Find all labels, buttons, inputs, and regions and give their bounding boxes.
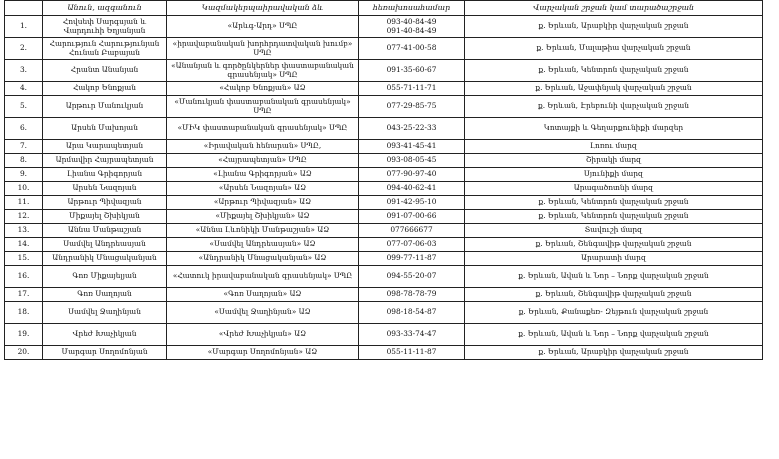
row-number: 16. xyxy=(5,266,43,288)
row-number: 1. xyxy=(5,16,43,38)
table-row xyxy=(5,118,763,140)
region: ք. Երևան, Արաբկիր վարչական շրջան xyxy=(465,16,763,38)
row-number: 6. xyxy=(5,118,43,140)
organization-form: «իրավաբանական խորհրդատվական խումբ» ՍՊԸ xyxy=(167,38,359,60)
person-name: Արսեն Նազոյան xyxy=(43,182,167,196)
table-row xyxy=(5,96,763,118)
phone-cell xyxy=(359,266,465,288)
phone-number: 093-33-74-47 xyxy=(386,329,437,339)
region: ք. Երևան, Կենտրոն վարչական շրջան xyxy=(465,60,763,82)
table-header-row xyxy=(5,1,763,16)
row-number: 5. xyxy=(5,96,43,118)
person-name: Արմավիր Հայրապետյան xyxy=(43,154,167,168)
region: Արագածոտնի մարզ xyxy=(465,182,763,196)
table-row xyxy=(5,182,763,196)
person-name: Աննա Մանթաշյան xyxy=(43,224,167,238)
phone-cell xyxy=(359,288,465,302)
table-row xyxy=(5,140,763,154)
organization-form: «Սամվել Ջաղինյան» ԱՁ xyxy=(167,302,359,324)
phone-number: 093-41-45-41 xyxy=(386,141,437,151)
phone-number: 077-90-97-40 xyxy=(386,169,437,179)
organization-form: «Արսեն Նազոյան» ԱՁ xyxy=(167,182,359,196)
phone-number: 099-77-11-87 xyxy=(386,253,437,263)
person-name: Արսեն Մախոյան xyxy=(43,118,167,140)
phone-number: 098-18-54-87 xyxy=(386,307,437,317)
header-phone: հեռախոսահամար xyxy=(359,1,465,16)
table-row xyxy=(5,168,763,182)
organization-form: «Հակոբ Ենոքյան» ԱՁ xyxy=(167,82,359,96)
phone-number: 091-07-00-66 xyxy=(386,211,437,221)
table-row xyxy=(5,16,763,38)
person-name: Արթուր Մանուկյան xyxy=(43,96,167,118)
table-row xyxy=(5,224,763,238)
region: ք. Երևան, Շենգավիթ վարչական շրջան xyxy=(465,238,763,252)
phone-cell xyxy=(359,16,465,38)
region: Սյունիքի մարզ xyxy=(465,168,763,182)
table-row xyxy=(5,82,763,96)
row-number: 18. xyxy=(5,302,43,324)
row-number: 14. xyxy=(5,238,43,252)
phone-cell xyxy=(359,154,465,168)
table-row xyxy=(5,252,763,266)
table-row xyxy=(5,154,763,168)
row-number: 11. xyxy=(5,196,43,210)
phone-number: 094-40-62-41 xyxy=(386,183,437,193)
organization-form: «Հայրապետյան» ՍՊԸ xyxy=(167,154,359,168)
person-name: Լիանա Գրիգորյան xyxy=(43,168,167,182)
organization-form: «Արևգ-Արդ» ՍՊԸ xyxy=(167,16,359,38)
region: ք. Երևան, Աջափնյակ վարչական շրջան xyxy=(465,82,763,96)
row-number: 15. xyxy=(5,252,43,266)
phone-cell xyxy=(359,224,465,238)
organization-form: «Գոռ Սաղոյան» ԱՁ xyxy=(167,288,359,302)
table-row xyxy=(5,324,763,346)
phone-cell xyxy=(359,252,465,266)
row-number: 7. xyxy=(5,140,43,154)
table-row xyxy=(5,302,763,324)
region: ք. Երևան, Կենտրոն վարչական շրջան xyxy=(465,196,763,210)
organization-form: «Անդրանիկ Մնացականյան» ԱՁ xyxy=(167,252,359,266)
phone-number: 091-40-84-49 xyxy=(386,25,437,35)
organization-form: «Անանյան և գործընկերներ փաստաբանական գրասենյակ» ՍՊԸ xyxy=(167,60,359,82)
phone-number: 093-08-05-45 xyxy=(386,155,437,165)
person-name: Գոռ Միքայելյան xyxy=(43,266,167,288)
phone-cell xyxy=(359,38,465,60)
phone-number: 077666677 xyxy=(390,225,433,235)
phone-cell xyxy=(359,82,465,96)
region: ք. Երևան, Շենգավիթ վարչական շրջան xyxy=(465,288,763,302)
person-name: Արա Կարապետյան xyxy=(43,140,167,154)
person-name: Անդրանիկ Մնացականյան xyxy=(43,252,167,266)
phone-cell xyxy=(359,238,465,252)
phone-cell xyxy=(359,210,465,224)
table-row xyxy=(5,60,763,82)
person-name: Միքայել Շխիկյան xyxy=(43,210,167,224)
phone-number: 055-71-11-71 xyxy=(386,83,437,93)
phone-cell xyxy=(359,182,465,196)
table-row xyxy=(5,288,763,302)
header-name: Անուն, ազգանուն xyxy=(43,1,167,16)
table-row xyxy=(5,238,763,252)
organization-form: «Սամվել Անդրեասյան» ԱՁ xyxy=(167,238,359,252)
row-number: 19. xyxy=(5,324,43,346)
organization-form: «Լիանա Գրիգորյան» ԱՁ xyxy=(167,168,359,182)
row-number: 10. xyxy=(5,182,43,196)
region: ք. Երևան, Ավան և Նոր – Նորք վարչական շրջան xyxy=(465,266,763,288)
phone-number: 077-07-06-03 xyxy=(386,239,437,249)
phone-cell xyxy=(359,196,465,210)
organization-form: «Մանուկյան փաստաբանական գրասենյակ» ՍՊԸ xyxy=(167,96,359,118)
phone-number: 098-78-78-79 xyxy=(386,289,437,299)
phone-number: 043-25-22-33 xyxy=(386,123,437,133)
region: Արարատի մարզ xyxy=(465,252,763,266)
phone-number: 077-41-00-58 xyxy=(386,43,437,53)
region: Շիրակի մարզ xyxy=(465,154,763,168)
table-row xyxy=(5,266,763,288)
person-name: Գոռ Սաղոյան xyxy=(43,288,167,302)
phone-number: 055-11-11-87 xyxy=(386,347,437,357)
row-number: 3. xyxy=(5,60,43,82)
region: Կոտայքի և Գեղարքունիքի մարզեր xyxy=(465,118,763,140)
phone-cell xyxy=(359,346,465,360)
phone-cell xyxy=(359,324,465,346)
organization-form: «Վրեժ Խաչիկյան» ԱՁ xyxy=(167,324,359,346)
organization-form: «Արթուր Պիվազյան» ԱՁ xyxy=(167,196,359,210)
person-name: Հարություն Հարությունյան Հունան Բաբայան xyxy=(43,38,167,60)
person-name: Հակոբ Ենոքյան xyxy=(43,82,167,96)
phone-cell xyxy=(359,96,465,118)
table-row xyxy=(5,346,763,360)
phone-number: 091-42-95-10 xyxy=(386,197,437,207)
organization-form: «Միքայել Շխիկյան» ԱՁ xyxy=(167,210,359,224)
phone-number: 091-35-60-67 xyxy=(386,65,437,75)
organization-form: «Աննա Լևոնիկի Մանթաշյան» ԱՁ xyxy=(167,224,359,238)
phone-number: 077-29-85-75 xyxy=(386,101,437,111)
row-number: 2. xyxy=(5,38,43,60)
header-number xyxy=(5,1,43,16)
person-name: Սամվել Անդրեասյան xyxy=(43,238,167,252)
organization-form: «ՄԻԿ փաստաբանական գրասենյակ» ՍՊԸ xyxy=(167,118,359,140)
row-number: 13. xyxy=(5,224,43,238)
person-name: Սամվել Ջաղինյան xyxy=(43,302,167,324)
region: ք. Երևան, Էրեբունի վարչական շրջան xyxy=(465,96,763,118)
person-name: Հրանտ Անանյան xyxy=(43,60,167,82)
table-row xyxy=(5,38,763,60)
region: Տավուշի մարզ xyxy=(465,224,763,238)
header-organization: Կազմակերպաիրավական ձև xyxy=(167,1,359,16)
region: ք. Երևան, Մալաթիա վարչական շրջան xyxy=(465,38,763,60)
person-name: Վրեժ Խաչիկյան xyxy=(43,324,167,346)
row-number: 9. xyxy=(5,168,43,182)
region: ք. Երևան, Ավան և Նոր – Նորք վարչական շրջան xyxy=(465,324,763,346)
phone-cell xyxy=(359,60,465,82)
table-row xyxy=(5,210,763,224)
phone-cell xyxy=(359,168,465,182)
region: ք. Երևան, Քանաքեռ- Զեյթուն վարչական շրջան xyxy=(465,302,763,324)
person-name: Արթուր Պիվազյան xyxy=(43,196,167,210)
attorney-list-table xyxy=(4,0,763,360)
organization-form: «Մարգար Սողոմոնյան» ԱՁ xyxy=(167,346,359,360)
table-row xyxy=(5,196,763,210)
header-region: Վարչական շրջան կամ տարածաշրջան xyxy=(465,1,763,16)
organization-form: «Իրավական հենարան» ՍՊԸ, xyxy=(167,140,359,154)
person-name: Մարգար Սողոմոնյան xyxy=(43,346,167,360)
phone-cell xyxy=(359,302,465,324)
organization-form: «Հատուկ իրավաբանական գրասենյակ» ՍՊԸ xyxy=(167,266,359,288)
person-name: Հովսեփ Սարգսյան և Վարդուհի Եղյանյան xyxy=(43,16,167,38)
region: ք. Երևան, Արաբկիր վարչական շրջան xyxy=(465,346,763,360)
phone-cell xyxy=(359,118,465,140)
phone-cell xyxy=(359,140,465,154)
phone-number: 093-40-84-49 xyxy=(386,16,437,26)
region: Լոռու մարզ xyxy=(465,140,763,154)
row-number: 20. xyxy=(5,346,43,360)
row-number: 12. xyxy=(5,210,43,224)
phone-number: 094-55-20-07 xyxy=(386,271,437,281)
row-number: 4. xyxy=(5,82,43,96)
region: ք. Երևան, Կենտրոն վարչական շրջան xyxy=(465,210,763,224)
row-number: 17. xyxy=(5,288,43,302)
row-number: 8. xyxy=(5,154,43,168)
